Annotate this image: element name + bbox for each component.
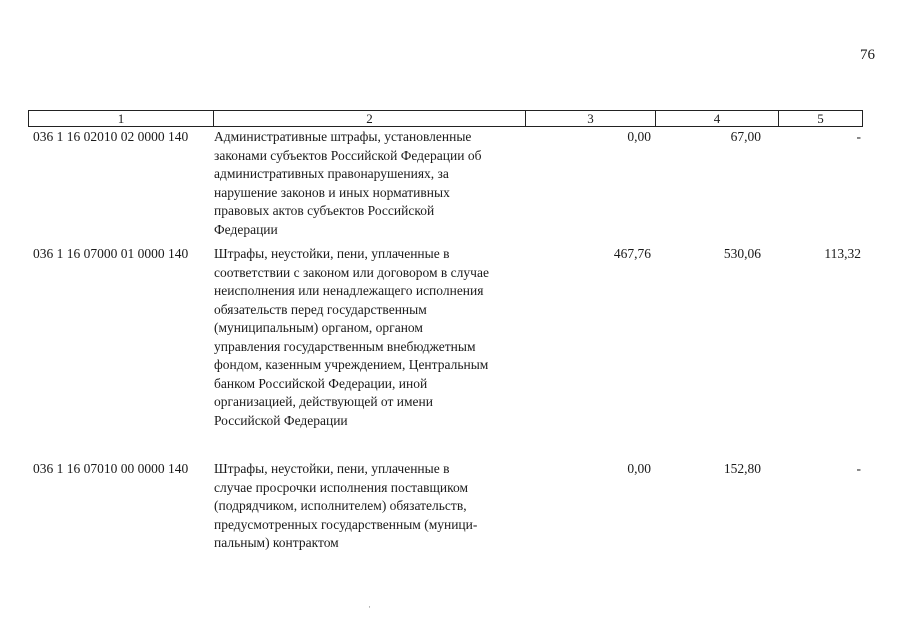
description-line: законами субъектов Российской Федерации об [214,147,482,163]
description-line: банком Российской Федерации, иной [214,375,428,391]
row-code: 036 1 16 07010 00 0000 140 [33,461,189,476]
column-header-1: 1 [29,111,214,126]
description-line: обязательств перед государственным [214,301,427,317]
description-line: фондом, казенным учреждением, Центральным [214,357,489,372]
description-line: (подрядчиком, исполнителем) обязательств, [214,498,467,513]
row-value-col3: 0,00 [627,129,651,144]
description-line: управления государственным внебюджетным [214,338,476,354]
description-line: Штрафы, неустойки, пени, уплаченные в [214,461,450,476]
description-line: нарушение законов и иных нормативных [214,184,450,200]
scan-speck: · [368,602,371,612]
row-value-col4: 152,80 [723,461,761,476]
table-header-row [28,110,863,127]
description-line: Административные штрафы, установленные [214,129,472,144]
column-header-5: 5 [817,111,824,126]
row-description [214,245,522,430]
description-line: Федерации [214,221,278,237]
row-value-col4: 67,00 [730,129,761,144]
description-line: Российской Федерации [214,412,348,428]
description-line: организацией, действующей от имени [214,394,433,409]
column-header-2: 2 [214,111,526,126]
description-line: административных правонарушениях, за [214,166,449,181]
column-header-4: 4 [656,111,779,126]
row-value-col4: 530,06 [723,246,761,261]
row-code: 036 1 16 02010 02 0000 140 [33,129,189,144]
description-line: (муниципальным) органом, органом [214,320,423,335]
description-line: соответствии с законом или договором в случае [214,264,489,280]
row-value-col5: - [856,129,861,144]
row-value-col5: - [856,461,861,476]
row-description [214,460,522,553]
description-line: неисполнения или ненадлежащего исполнения [214,283,484,298]
description-line: случае просрочки исполнения поставщиком [214,479,469,495]
column-header-3: 3 [526,111,656,126]
row-description [214,128,522,239]
description-line: предусмотренных государственным (муници- [214,516,478,532]
row-value-col5: 113,32 [824,246,861,261]
description-line: правовых актов субъектов Российской [214,203,435,218]
row-code: 036 1 16 07000 01 0000 140 [33,246,189,261]
row-value-col3: 0,00 [627,461,651,476]
description-line: пальным) контрактом [214,535,339,550]
description-line: Штрафы, неустойки, пени, уплаченные в [214,246,450,261]
page-number: 76 [860,47,875,63]
row-value-col3: 467,76 [613,246,651,261]
